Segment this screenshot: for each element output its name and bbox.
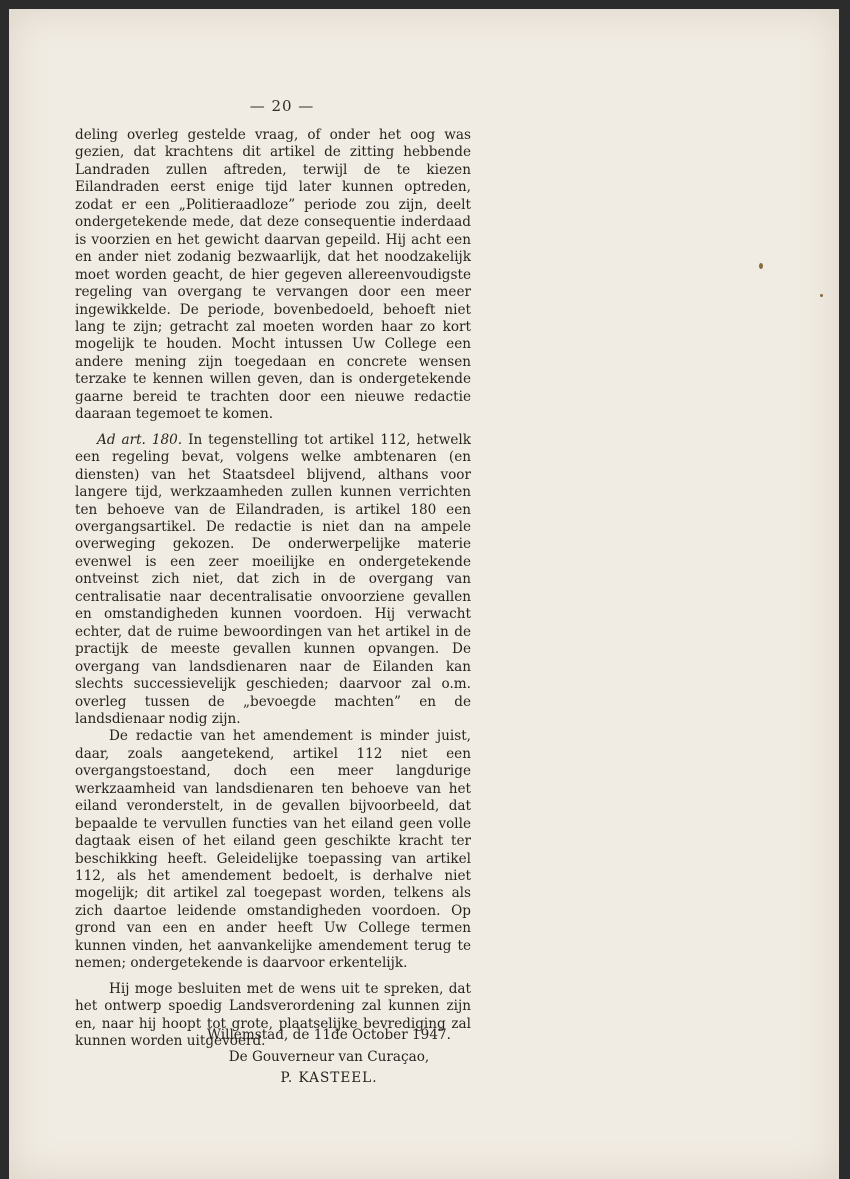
- signature-block: [179, 1025, 479, 1090]
- paper-speck: [820, 294, 823, 297]
- page-number: — 20 —: [249, 97, 315, 115]
- place-date: Willemstad, de 11de October 1947.: [207, 1027, 451, 1043]
- paragraph-ad-art-180: [75, 432, 471, 729]
- signatory-name: P. KASTEEL.: [280, 1070, 378, 1086]
- paragraph-text: In tegenstelling tot artikel 112, hetwelk een regeling bevat, volgens welke ambtenaren (en diensten) van het Staatsdeel blijvend, althans voor langere tijd, werkzaamheden zullen kunnen verrichten ten behoeve van de Eilandraden, is artikel 180 een overgangsartikel. De redactie is niet dan na ampele overweging gekozen. De onderwerpelijke materie evenwel is een zeer moeilijke en ondergetekende ontveinst zich niet, dat zich in de overgang van centralisatie naar decentralisatie onvoorziene gevallen en omstandigheden kunnen voordoen. Hij verwacht echter, dat de ruime bewoordingen van het artikel in de practijk de meeste gevallen kunnen opvangen. De overgang van landsdienaren naar de Eilanden kan slechts successievelijk geschieden; daarvoor zal o.m. overleg tussen de „bevoegde machten” en de landsdienaar nodig zijn.: [75, 431, 471, 727]
- paragraph-text: deling overleg gestelde vraag, of onder het oog was gezien, dat krachtens dit artikel de zitting hebbende Landraden zullen aftreden, terwijl de te kiezen Eilandraden eerst enige tijd later kunnen optreden, zodat er een „Politieraadloze” periode zou zijn, deelt ondergetekende mede, dat deze consequentie inderdaad is voorzien en het gewicht daarvan gepeild. Hij acht een en ander niet zodanig bezwaarlijk, dat het noodzakelijk moet worden geacht, de hier gegeven allereenvoudigste regeling van overgang te vervangen door een meer ingewikkelde. De periode, bovenbedoeld, behoeft niet lang te zijn; getracht zal moeten worden haar zo kort mogelijk te houden. Mocht intussen Uw College een andere mening zijn toegedaan en concrete wensen terzake te kennen willen geven, dan is ondergetekende gaarne bereid te trachten door een nieuwe redactie daaraan tegemoet te komen.: [75, 127, 471, 423]
- signatory-title: De Gouverneur van Curaçao,: [228, 1048, 430, 1065]
- article-reference: Ad art. 180.: [97, 431, 183, 448]
- document-page: [9, 9, 839, 1179]
- body-text: [75, 127, 471, 1051]
- paragraph-text: De redactie van het amendement is minder juist, daar, zoals aangetekend, artikel 112 niet een overgangstoestand, doch een meer langdurige werkzaamheid van landsdienaren ten behoeve van het eiland veronderstelt, in de gevallen bijvoorbeeld, dat bepaalde te vervullen functies van het eiland geen volle dagtaak eisen of het eiland geen geschikte kracht ter beschikking heeft. Geleidelijke toepassing van artikel 112, als het amendement bedoelt, is derhalve niet mogelijk; dit artikel zal toegepast worden, telkens als zich daartoe leidende omstandigheden voordoen. Op grond van een en ander heeft Uw College termen kunnen vinden, het aanvankelijke amendement terug te nemen; ondergetekende is daarvoor erkentelijk.: [75, 728, 471, 972]
- paragraph-continuation: [75, 127, 471, 424]
- paragraph-amendment: [75, 728, 471, 972]
- paragraph-text: Hij moge besluiten met de wens uit te spreken, dat het ontwerp spoedig Landsverordening zal kunnen zijn en, naar hij hoopt tot grote, plaatselijke bevrediging zal kunnen worden uitgevoerd.: [75, 980, 471, 1050]
- paper-speck: [759, 263, 763, 269]
